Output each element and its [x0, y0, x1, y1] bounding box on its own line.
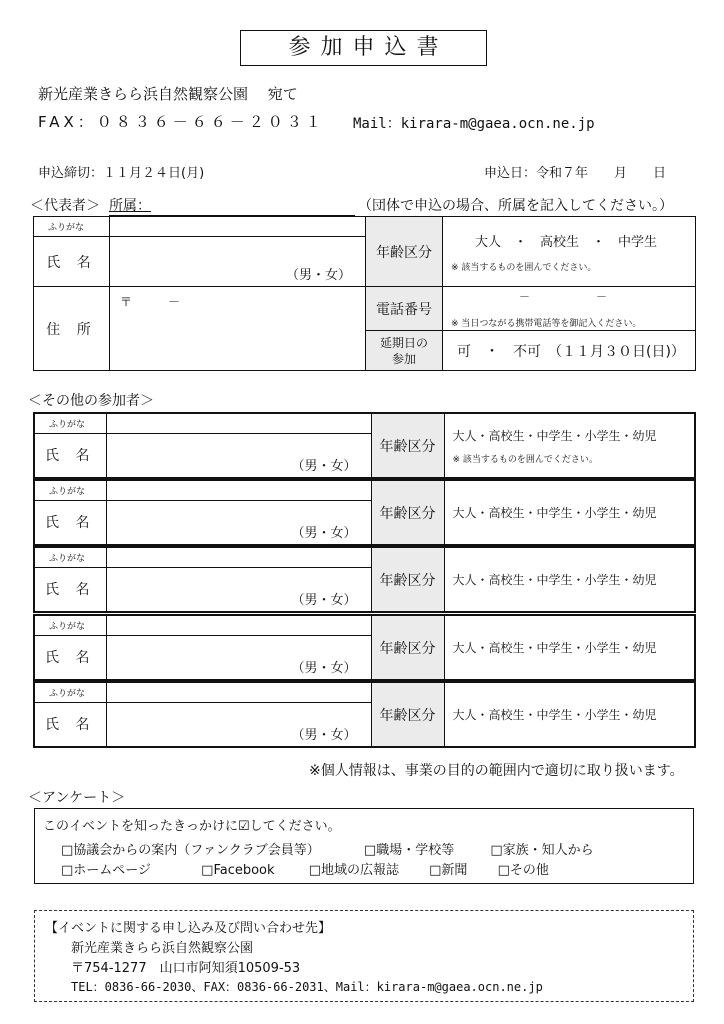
participant-furigana-input[interactable]: [106, 547, 371, 567]
affiliation-label: 所属：: [109, 198, 151, 214]
participant-gender: （男・女）: [291, 526, 357, 541]
survey-option-facebook[interactable]: □Facebook: [201, 863, 275, 878]
participant-age-label: 年齢区分: [371, 480, 444, 545]
participant-age-label: 年齢区分: [371, 547, 444, 612]
participant-furigana-input[interactable]: [106, 480, 371, 500]
rep-name-label: 氏 名: [34, 237, 110, 287]
rep-postal: 〒 －: [120, 295, 181, 309]
rep-age-note: ※ 該当するものを囲んでください。: [451, 262, 597, 273]
participant-age-options: 大人・高校生・中学生・小学生・幼児: [452, 708, 657, 722]
participant-age-options: 大人・高校生・中学生・小学生・幼児: [452, 641, 657, 655]
participant-block: [33, 546, 696, 613]
participant-name-input[interactable]: [106, 500, 371, 545]
participant-gender: （男・女）: [291, 661, 357, 676]
participant-name-label: 氏 名: [34, 500, 106, 545]
participant-name-input[interactable]: [106, 702, 371, 747]
participant-gender: （男・女）: [291, 459, 357, 474]
participant-age-label: 年齢区分: [371, 615, 444, 680]
participant-age-cell[interactable]: [444, 615, 695, 680]
rep-heading: ＜代表者＞: [30, 198, 100, 214]
participant-furigana-label: ふりがな: [34, 413, 106, 433]
participant-name-label: 氏 名: [34, 433, 106, 478]
contact-box: [34, 910, 694, 1002]
participant-name-label: 氏 名: [34, 635, 106, 680]
privacy-note: ※個人情報は、事業の目的の範囲内で適切に取り扱います。: [309, 763, 684, 779]
survey-option-homepage[interactable]: □ホームページ: [61, 863, 152, 878]
rep-postpone-value[interactable]: 可 ・ 不可 （１１月３０日(日)）: [443, 331, 696, 371]
rep-phone-label: 電話番号: [366, 287, 443, 331]
participant-age-cell[interactable]: [444, 547, 695, 612]
participant-block: [33, 681, 696, 748]
survey-row-1: [61, 839, 612, 858]
rep-address-label: 住 所: [34, 287, 110, 371]
participant-age-options: 大人・高校生・中学生・小学生・幼児: [452, 573, 657, 587]
participant-name-input[interactable]: [106, 567, 371, 612]
participant-age-options: 大人・高校生・中学生・小学生・幼児: [452, 428, 657, 443]
participant-furigana-label: ふりがな: [34, 480, 106, 500]
participant-furigana-label: ふりがな: [34, 547, 106, 567]
mail-address: Mail：kirara-m@gaea.ocn.ne.jp: [353, 116, 595, 132]
participant-age-cell[interactable]: [444, 480, 695, 545]
survey-row-2: [61, 859, 567, 878]
participant-age-cell[interactable]: [444, 682, 695, 747]
participant-gender: （男・女）: [291, 728, 357, 743]
rep-postpone-label: [366, 331, 443, 371]
deadline-text: 申込締切：１１月２４日(月): [38, 166, 205, 181]
rep-phone-cell[interactable]: [443, 287, 696, 331]
rep-postpone-label-2: 参加: [391, 351, 416, 366]
participant-name-label: 氏 名: [34, 702, 106, 747]
affiliation-field[interactable]: [109, 195, 355, 216]
participant-block: [33, 614, 696, 681]
rep-furigana-input[interactable]: [110, 217, 366, 237]
rep-postpone-label-1: 延期日の: [379, 335, 428, 350]
survey-heading: ＜アンケート＞: [28, 790, 126, 806]
rep-phone-dash: － －: [519, 290, 607, 303]
affiliation-note: （団体で申込の場合、所属を記入してください。）: [358, 198, 673, 214]
participant-age-label: 年齢区分: [371, 682, 444, 747]
rep-address-input[interactable]: [110, 287, 366, 371]
recipient-text: 新光産業きらら浜自然観察公園 宛て: [38, 85, 298, 103]
contact-address: 〒754-1277 山口市阿知須10509-53: [71, 961, 301, 976]
survey-option-family[interactable]: □家族・知人から: [490, 843, 594, 858]
survey-question: このイベントを知ったきっかけに☑してください。: [43, 819, 341, 834]
contact-org: 新光産業きらら浜自然観察公園: [71, 941, 254, 956]
rep-age-cell[interactable]: [443, 217, 696, 287]
survey-option-council[interactable]: □協議会からの案内（ファンクラブ会員等）: [61, 843, 320, 858]
rep-name-input[interactable]: [110, 237, 366, 287]
contact-heading: 【イベントに関する申し込み及び問い合わせ先】: [45, 921, 332, 936]
contact-tel: TEL：0836-66-2030、FAX：0836-66-2031、Mail：kirara-m@gaea.ocn.ne.jp: [71, 980, 543, 994]
participant-furigana-label: ふりがな: [34, 682, 106, 702]
participant-furigana-input[interactable]: [106, 615, 371, 635]
participant-age-note: ※ 該当するものを囲んでください。: [452, 454, 598, 465]
rep-phone-note: ※ 当日つながる携帯電話等を御記入ください。: [451, 319, 642, 329]
rep-age-options: 大人 ・ 高校生 ・ 中学生: [475, 234, 658, 250]
fax-number: FAX：０８３６－６６－２０３１: [38, 113, 325, 131]
participant-age-options: 大人・高校生・中学生・小学生・幼児: [452, 506, 657, 520]
participant-furigana-input[interactable]: [106, 682, 371, 702]
participant-name-input[interactable]: [106, 635, 371, 680]
rep-furigana-label: ふりがな: [34, 217, 110, 237]
survey-option-local-pr[interactable]: □地域の広報誌: [308, 863, 399, 878]
survey-box: [34, 808, 694, 884]
rep-age-label: 年齢区分: [366, 217, 443, 287]
rep-table: [33, 216, 696, 371]
others-heading: ＜その他の参加者＞: [28, 393, 154, 409]
survey-option-other[interactable]: □その他: [497, 863, 549, 878]
participant-gender: （男・女）: [291, 593, 357, 608]
survey-option-work-school[interactable]: □職場・学校等: [363, 843, 455, 858]
participant-block: [33, 479, 696, 546]
participant-name-label: 氏 名: [34, 567, 106, 612]
participant-furigana-label: ふりがな: [34, 615, 106, 635]
participant-furigana-input[interactable]: [106, 413, 371, 433]
form-title: 参加申込書: [240, 30, 487, 66]
participant-age-label: 年齢区分: [371, 413, 444, 478]
survey-option-newspaper[interactable]: □新聞: [429, 863, 468, 878]
participant-block: [33, 412, 696, 479]
rep-gender: （男・女）: [285, 268, 351, 283]
participant-name-input[interactable]: [106, 433, 371, 478]
apply-date-text: 申込日：令和７年 月 日: [484, 166, 667, 181]
participant-age-cell[interactable]: [444, 413, 695, 478]
